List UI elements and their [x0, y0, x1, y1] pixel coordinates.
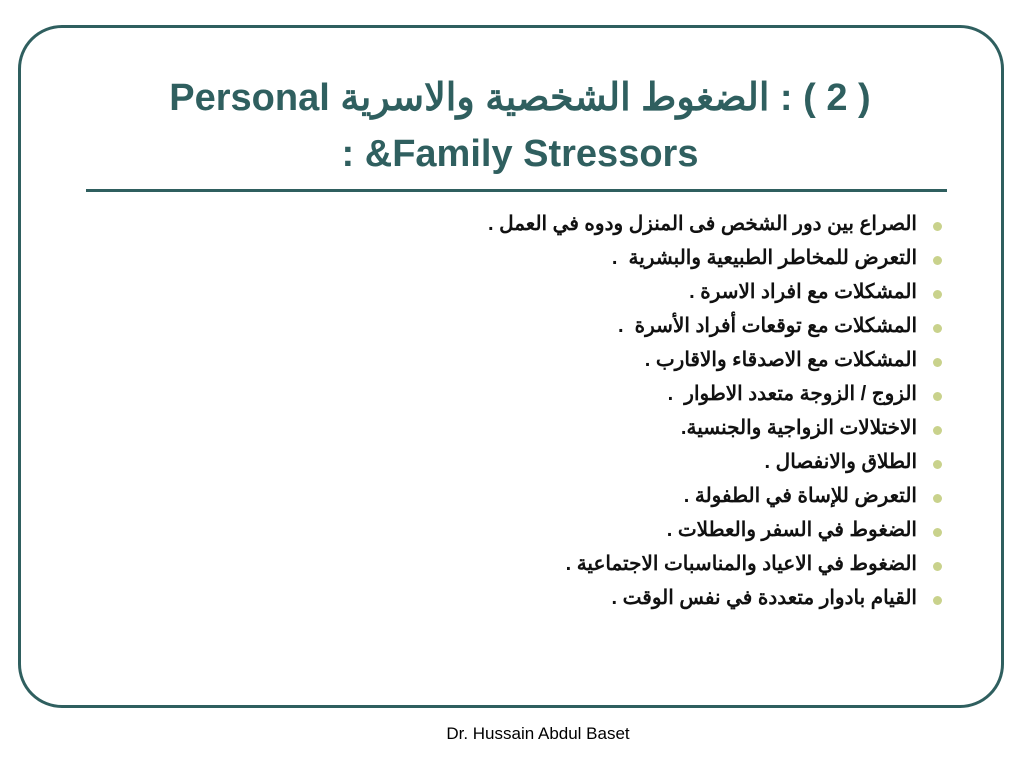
bullet-icon: [933, 256, 942, 265]
bullet-text: الزوج / الزوجة متعدد الاطوار .: [667, 382, 917, 405]
list-item: [100, 580, 942, 614]
bullet-text: الصراع بين دور الشخص فى المنزل ودوه في العمل .: [487, 212, 917, 235]
bullet-icon: [933, 596, 942, 605]
bullet-icon: [933, 392, 942, 401]
bullet-icon: [933, 528, 942, 537]
list-item: [100, 512, 942, 546]
bullet-list: [100, 206, 942, 614]
bullet-text: المشكلات مع افراد الاسرة .: [689, 280, 917, 303]
bullet-text: الطلاق والانفصال .: [764, 450, 917, 473]
list-item: [100, 478, 942, 512]
title-divider: [86, 189, 947, 192]
bullet-icon: [933, 494, 942, 503]
footer-author: Dr. Hussain Abdul Baset: [446, 724, 630, 743]
bullet-icon: [933, 222, 942, 231]
bullet-icon: [933, 426, 942, 435]
bullet-text: الاختلالات الزواجية والجنسية.: [680, 416, 917, 439]
list-item: [100, 444, 942, 478]
list-item: [100, 546, 942, 580]
list-item: [100, 308, 942, 342]
bullet-icon: [933, 290, 942, 299]
bullet-text: التعرض للمخاطر الطبيعية والبشرية .: [611, 246, 917, 269]
bullet-text: المشكلات مع الاصدقاء والاقارب .: [644, 348, 917, 371]
bullet-text: القيام بادوار متعددة في نفس الوقت .: [611, 586, 917, 609]
bullet-icon: [933, 562, 942, 571]
slide-title: ( 2 ) : الضغوط الشخصية والاسرية Personal &Family Stressors :: [169, 77, 871, 175]
bullet-icon: [933, 460, 942, 469]
list-item: [100, 206, 942, 240]
list-item: [100, 376, 942, 410]
list-item: [100, 410, 942, 444]
bullet-text: المشكلات مع توقعات أفراد الأسرة .: [618, 314, 917, 337]
list-item: [100, 240, 942, 274]
bullet-text: الضغوط في السفر والعطلات .: [666, 518, 917, 541]
list-item: [100, 342, 942, 376]
bullet-icon: [933, 324, 942, 333]
bullet-icon: [933, 358, 942, 367]
list-item: [100, 274, 942, 308]
bullet-text: الضغوط في الاعياد والمناسبات الاجتماعية .: [565, 552, 917, 575]
bullet-text: التعرض للإساة في الطفولة .: [683, 484, 917, 507]
